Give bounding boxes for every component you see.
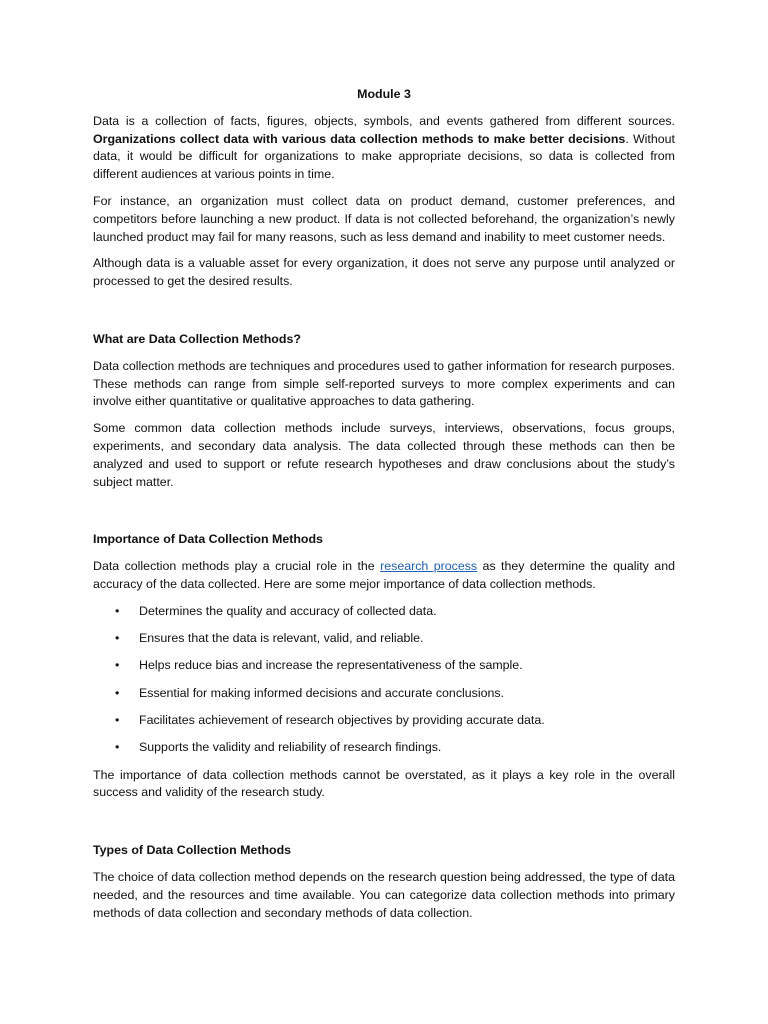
section1-paragraph-1: Data collection methods are techniques and procedures used to gather information for research purposes. These methods can range from simple self-reported surveys to more complex experiments and can involve either quantitative or qualitative approaches to data gathering. — [93, 358, 675, 409]
section-heading-what-are: What are Data Collection Methods? — [93, 331, 301, 346]
list-item-text: Facilitates achievement of research objectives by providing accurate data. — [139, 712, 545, 727]
bullet-icon: • — [115, 603, 120, 618]
section2-paragraph-1 — [93, 558, 675, 594]
bullet-icon: • — [115, 712, 120, 727]
section-spacer — [93, 500, 675, 531]
intro-p1-end: . Without data, it would be difficult for organizations to make appropriate decisions, so data is collected from different audiences at various points in time. — [93, 131, 675, 182]
section2-p1-start: Data collection methods play a crucial role in the — [93, 559, 381, 574]
section1-paragraph-2: Some common data collection methods include surveys, interviews, observations, focus groups, experiments, and secondary data analysis. The data collected through these methods can then be analyzed and used to support or refute research hypotheses and draw conclusions about the study’s subject matter. — [93, 421, 675, 489]
list-item-text: Determines the quality and accuracy of collected data. — [139, 603, 437, 618]
page-title: Module 3 — [357, 87, 411, 101]
bullet-icon: • — [115, 631, 120, 646]
intro-paragraph-3: Although data is a valuable asset for every organization, it does not serve any purpose until analyzed or processed to get the desired results. — [93, 256, 675, 289]
importance-bullet-list — [93, 603, 675, 757]
bullet-icon: • — [115, 685, 120, 700]
list-item — [93, 739, 675, 757]
list-item — [93, 603, 675, 621]
intro-p1-bold: Organizations collect data with various data collection methods to make better decisions — [93, 131, 626, 146]
section3-paragraph-1: The choice of data collection method depends on the research question being addressed, the type of data needed, and the resources and time available. You can categorize data collection methods into primary methods of data collection and secondary methods of data collection. — [93, 869, 675, 920]
research-process-link[interactable]: research process — [380, 559, 478, 574]
list-item — [93, 657, 675, 675]
section-heading-importance: Importance of Data Collection Methods — [93, 532, 323, 547]
list-item — [93, 630, 675, 648]
list-item-text: Supports the validity and reliability of research findings. — [139, 740, 442, 755]
section-spacer — [93, 811, 675, 842]
section2-paragraph-2: The importance of data collection methods cannot be overstated, as it plays a key role in the overall success and validity of the research study. — [93, 767, 675, 800]
list-item-text: Essential for making informed decisions and accurate conclusions. — [139, 685, 505, 700]
intro-paragraph-1 — [93, 113, 675, 184]
bullet-icon: • — [115, 740, 120, 755]
bullet-icon: • — [115, 658, 120, 673]
section-heading-types: Types of Data Collection Methods — [93, 843, 292, 858]
section-spacer — [93, 300, 675, 331]
list-item — [93, 685, 675, 703]
intro-paragraph-2: For instance, an organization must collect data on product demand, customer preferences, and competitors before launching a new product. If data is not collected beforehand, the organization’s newly launched product may fail for many reasons, such as less demand and inability to meet customer needs. — [93, 193, 675, 244]
intro-p1-start: Data is a collection of facts, figures, objects, symbols, and events gathered from different sources. — [93, 113, 675, 128]
list-item-text: Helps reduce bias and increase the representativeness of the sample. — [139, 658, 523, 673]
list-item-text: Ensures that the data is relevant, valid, and reliable. — [139, 631, 424, 646]
list-item — [93, 712, 675, 730]
document-page — [93, 86, 675, 931]
section2-p1-end: as they determine the quality and accuracy of the data collected. Here are some mejor importance of data collection methods. — [93, 559, 675, 591]
